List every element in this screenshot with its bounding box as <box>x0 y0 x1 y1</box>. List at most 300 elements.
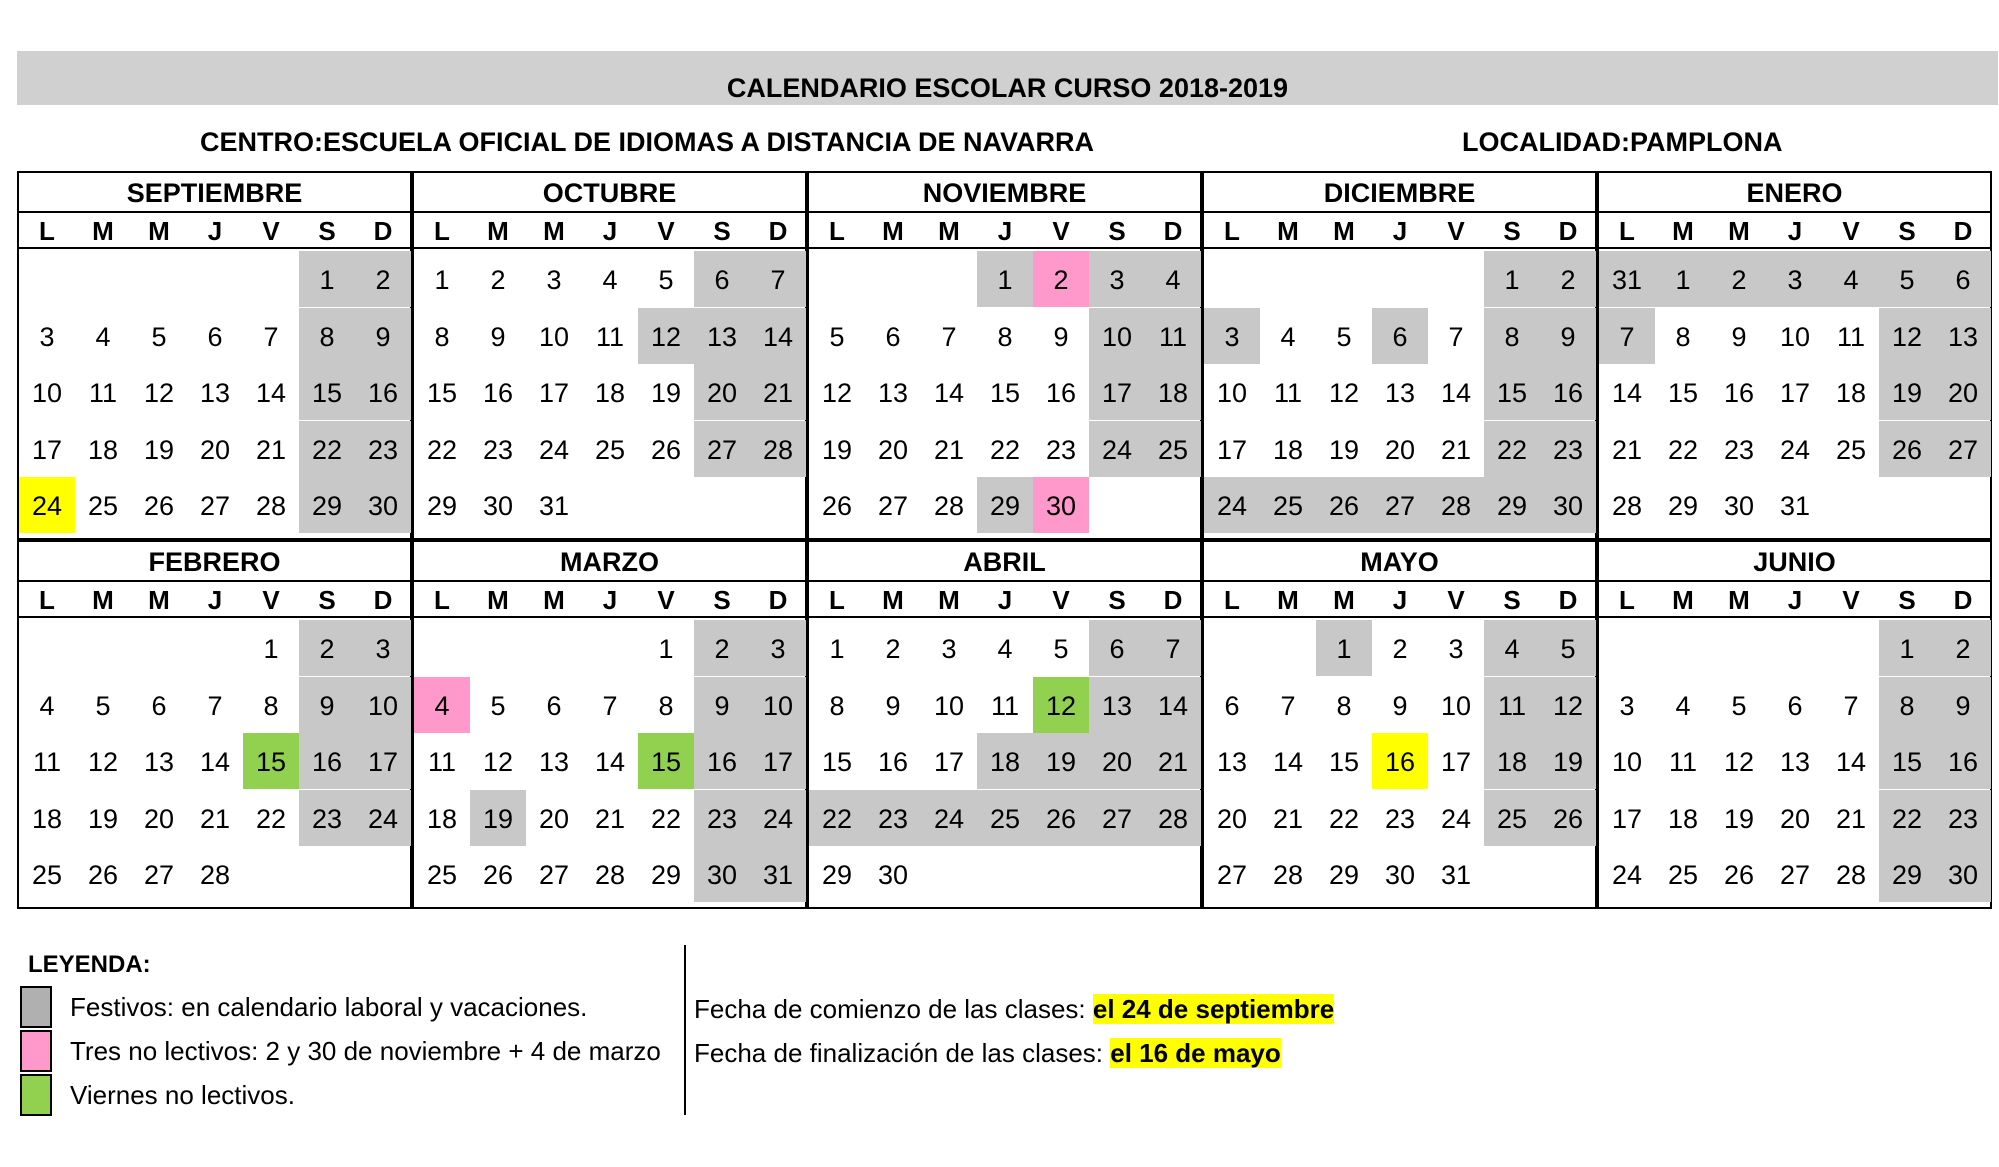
day-header: S <box>318 585 336 615</box>
day-cell: 14 <box>1611 378 1643 408</box>
day-cell: 28 <box>1145 790 1201 846</box>
day-cell: 28 <box>594 860 626 890</box>
day-cell <box>1204 620 1260 676</box>
day-cell: 21 <box>750 364 806 420</box>
day-cell: 26 <box>1316 477 1372 533</box>
day-cell <box>1879 477 1935 533</box>
day-header: J <box>1392 216 1408 246</box>
day-cell: 18 <box>594 378 626 408</box>
day-header: M <box>92 585 114 615</box>
day-cell: 20 <box>1216 803 1248 834</box>
day-cell: 25 <box>977 790 1033 846</box>
day-header: S <box>713 216 731 246</box>
day-cell: 4 <box>997 634 1013 664</box>
day-cell: 28 <box>1272 860 1304 890</box>
day-cell: 9 <box>1935 677 1991 733</box>
month-name: FEBRERO <box>148 547 281 577</box>
day-cell: 11 <box>88 378 118 408</box>
day-cell: 18 <box>977 733 1033 789</box>
day-header: M <box>148 585 170 615</box>
day-cell: 3 <box>39 321 55 352</box>
day-cell: 20 <box>1779 803 1811 834</box>
month-junio <box>1597 540 1992 909</box>
day-cell: 2 <box>1033 251 1089 307</box>
day-cell: 8 <box>299 308 355 364</box>
month-abril <box>807 540 1202 909</box>
day-cell: 17 <box>1779 378 1811 408</box>
day-cell: 21 <box>1440 434 1472 465</box>
day-header: M <box>938 585 960 615</box>
day-cell <box>1145 477 1201 533</box>
day-cell: 21 <box>1272 803 1304 834</box>
day-cell: 20 <box>1935 364 1991 420</box>
day-cell: 4 <box>1145 251 1201 307</box>
legend-title: LEYENDA: <box>28 951 151 978</box>
day-cell: 28 <box>750 421 806 477</box>
day-cell: 26 <box>821 491 853 521</box>
day-cell: 5 <box>1731 690 1747 721</box>
day-header: L <box>434 216 450 246</box>
day-cell: 6 <box>885 321 901 352</box>
day-cell: 12 <box>482 747 514 777</box>
day-cell: 29 <box>1328 860 1360 890</box>
day-cell <box>694 477 750 533</box>
day-cell: 23 <box>1045 434 1077 465</box>
day-cell: 8 <box>829 690 845 721</box>
day-cell: 14 <box>1835 747 1867 777</box>
day-cell <box>355 846 411 902</box>
day-header: D <box>1163 216 1183 246</box>
day-header: J <box>997 585 1013 615</box>
day-header: M <box>487 216 509 246</box>
day-cell: 1 <box>1484 251 1540 307</box>
day-cell: 24 <box>1204 477 1260 533</box>
day-cell: 24 <box>1440 803 1472 834</box>
day-header: D <box>768 585 788 615</box>
day-cell: 30 <box>1723 491 1755 521</box>
day-cell: 10 <box>1779 321 1811 352</box>
day-cell: 15 <box>243 733 299 789</box>
day-cell: 4 <box>1484 620 1540 676</box>
day-cell: 8 <box>1336 690 1352 721</box>
day-cell: 29 <box>299 477 355 533</box>
day-cell: 5 <box>151 321 167 352</box>
day-cell: 22 <box>255 803 287 834</box>
day-cell: 15 <box>1879 733 1935 789</box>
day-cell: 30 <box>694 846 750 902</box>
day-cell: 9 <box>1540 308 1596 364</box>
day-header: V <box>1052 585 1070 615</box>
day-cell: 26 <box>482 860 514 890</box>
day-cell <box>809 251 865 307</box>
day-header: J <box>1392 585 1408 615</box>
day-header: J <box>1787 585 1803 615</box>
day-header: V <box>1447 585 1465 615</box>
day-header: L <box>1224 216 1240 246</box>
day-cell <box>1711 620 1767 676</box>
day-cell: 26 <box>650 434 682 465</box>
day-header: L <box>39 216 55 246</box>
day-cell <box>1823 620 1879 676</box>
day-cell: 3 <box>750 620 806 676</box>
day-cell: 2 <box>694 620 750 676</box>
month-name: JUNIO <box>1753 547 1836 577</box>
day-cell: 16 <box>1045 378 1077 408</box>
day-cell <box>750 477 806 533</box>
day-header: L <box>829 216 845 246</box>
end-date-label: Fecha de finalización de las clases: <box>694 1038 1111 1068</box>
day-header: S <box>713 585 731 615</box>
day-header: D <box>1163 585 1183 615</box>
day-cell: 30 <box>1033 477 1089 533</box>
day-cell: 13 <box>1935 308 1991 364</box>
day-cell <box>187 620 243 676</box>
day-cell: 8 <box>997 321 1013 352</box>
day-cell: 30 <box>1935 846 1991 902</box>
day-cell <box>1260 251 1316 307</box>
day-cell: 22 <box>299 421 355 477</box>
day-header: D <box>373 216 393 246</box>
day-cell: 23 <box>355 421 411 477</box>
day-cell: 5 <box>829 321 845 352</box>
day-cell: 31 <box>1440 860 1472 890</box>
day-cell: 30 <box>1540 477 1596 533</box>
start-date-label: Fecha de comienzo de las clases: <box>694 994 1093 1024</box>
day-cell: 25 <box>1667 860 1699 890</box>
day-cell: 16 <box>1935 733 1991 789</box>
day-cell: 15 <box>299 364 355 420</box>
day-cell <box>75 620 131 676</box>
day-header: V <box>1842 216 1860 246</box>
day-cell: 2 <box>299 620 355 676</box>
day-cell: 30 <box>1384 860 1416 890</box>
day-cell <box>1372 251 1428 307</box>
day-cell: 1 <box>263 634 279 664</box>
day-header: M <box>1333 585 1355 615</box>
day-cell <box>75 251 131 307</box>
day-header-row <box>1599 211 1990 249</box>
day-cell: 17 <box>933 747 965 777</box>
day-cell: 27 <box>1216 860 1248 890</box>
month-name: ABRIL <box>963 547 1046 577</box>
month-mayo <box>1202 540 1597 909</box>
day-cell: 28 <box>1428 477 1484 533</box>
day-cell: 16 <box>482 378 514 408</box>
month-diciembre <box>1202 171 1597 540</box>
day-cell <box>1599 620 1655 676</box>
day-cell: 5 <box>1540 620 1596 676</box>
day-cell: 2 <box>885 634 901 664</box>
day-cell: 18 <box>1835 378 1867 408</box>
day-cell: 5 <box>490 690 506 721</box>
day-header-row <box>1204 211 1595 249</box>
day-cell: 4 <box>95 321 111 352</box>
day-header: S <box>1108 585 1126 615</box>
day-cell: 27 <box>143 860 175 890</box>
day-cell: 7 <box>207 690 223 721</box>
day-cell: 3 <box>1089 251 1145 307</box>
day-cell <box>1260 620 1316 676</box>
day-cell: 16 <box>355 364 411 420</box>
month-name: ENERO <box>1746 178 1843 208</box>
day-header: J <box>207 585 223 615</box>
day-cell <box>1655 620 1711 676</box>
legend-swatch-festivos <box>20 986 52 1028</box>
day-header: V <box>657 585 675 615</box>
day-cell: 11 <box>1484 677 1540 733</box>
start-date-info <box>694 988 1334 1030</box>
day-header: M <box>938 216 960 246</box>
day-cell <box>131 251 187 307</box>
day-cell: 22 <box>1667 434 1699 465</box>
day-cell: 27 <box>1779 860 1811 890</box>
day-header-row <box>809 211 1200 249</box>
day-header: M <box>1333 216 1355 246</box>
day-cell: 23 <box>482 434 514 465</box>
day-header: D <box>373 585 393 615</box>
day-header: J <box>602 216 618 246</box>
day-cell: 17 <box>750 733 806 789</box>
day-cell <box>921 846 977 902</box>
day-cell: 19 <box>1540 733 1596 789</box>
day-cell <box>1033 846 1089 902</box>
day-cell: 23 <box>694 790 750 846</box>
day-cell: 11 <box>1836 321 1866 352</box>
day-cell <box>526 620 582 676</box>
day-header: L <box>1619 585 1635 615</box>
day-cell: 21 <box>1611 434 1643 465</box>
day-cell <box>977 846 1033 902</box>
day-cell <box>299 846 355 902</box>
day-header: L <box>39 585 55 615</box>
day-cell: 1 <box>658 634 674 664</box>
day-cell: 22 <box>650 803 682 834</box>
day-cell: 12 <box>638 308 694 364</box>
day-cell: 7 <box>1599 308 1655 364</box>
day-cell <box>1935 477 1991 533</box>
day-cell: 2 <box>1935 620 1991 676</box>
day-header: M <box>1277 585 1299 615</box>
day-header-row <box>414 211 805 249</box>
day-cell <box>470 620 526 676</box>
day-cell <box>638 477 694 533</box>
day-cell: 26 <box>143 491 175 521</box>
day-cell: 28 <box>199 860 231 890</box>
day-cell: 8 <box>263 690 279 721</box>
day-cell: 25 <box>31 860 63 890</box>
day-cell: 6 <box>207 321 223 352</box>
day-cell: 19 <box>821 434 853 465</box>
day-cell: 4 <box>414 677 470 733</box>
day-cell: 14 <box>199 747 231 777</box>
day-cell: 24 <box>750 790 806 846</box>
day-cell: 18 <box>31 803 63 834</box>
day-cell: 28 <box>1611 491 1643 521</box>
day-cell: 26 <box>1879 421 1935 477</box>
day-cell: 1 <box>434 265 450 295</box>
month-enero <box>1597 171 1992 540</box>
day-cell: 6 <box>546 690 562 721</box>
day-cell: 20 <box>694 364 750 420</box>
day-cell: 27 <box>199 491 231 521</box>
month-name: NOVIEMBRE <box>922 178 1087 208</box>
day-cell: 22 <box>809 790 865 846</box>
day-cell: 20 <box>1384 434 1416 465</box>
day-cell: 13 <box>538 747 570 777</box>
day-cell: 13 <box>877 378 909 408</box>
day-cell: 8 <box>1484 308 1540 364</box>
day-cell: 19 <box>87 803 119 834</box>
day-cell: 15 <box>989 378 1021 408</box>
legend-text-no-lectivos: Tres no lectivos: 2 y 30 de noviembre + 4 de marzo <box>70 1036 661 1066</box>
day-cell: 26 <box>1723 860 1755 890</box>
day-cell: 29 <box>426 491 458 521</box>
day-header: V <box>262 216 280 246</box>
localidad-label: LOCALIDAD:PAMPLONA <box>1462 127 1783 157</box>
centro-label: CENTRO:ESCUELA OFICIAL DE IDIOMAS A DISTANCIA DE NAVARRA <box>200 127 1095 157</box>
day-cell: 11 <box>1668 747 1698 777</box>
day-cell: 9 <box>694 677 750 733</box>
day-cell <box>1204 251 1260 307</box>
day-cell: 11 <box>32 747 62 777</box>
day-cell: 5 <box>658 265 674 295</box>
day-cell: 19 <box>470 790 526 846</box>
day-cell: 3 <box>1204 308 1260 364</box>
day-header: J <box>997 216 1013 246</box>
day-cell: 31 <box>750 846 806 902</box>
day-cell: 20 <box>199 434 231 465</box>
day-cell: 14 <box>1272 747 1304 777</box>
day-cell: 26 <box>1540 790 1596 846</box>
month-noviembre <box>807 171 1202 540</box>
day-header: M <box>1672 216 1694 246</box>
day-header: M <box>1728 585 1750 615</box>
day-cell: 30 <box>482 491 514 521</box>
day-cell: 7 <box>1145 620 1201 676</box>
day-cell <box>1089 846 1145 902</box>
day-cell <box>921 251 977 307</box>
day-header: M <box>882 585 904 615</box>
day-cell: 23 <box>1935 790 1991 846</box>
day-cell: 17 <box>31 434 63 465</box>
day-cell: 27 <box>1089 790 1145 846</box>
day-header: D <box>1558 585 1578 615</box>
day-header: J <box>602 585 618 615</box>
day-cell: 4 <box>1280 321 1296 352</box>
day-cell: 10 <box>933 690 965 721</box>
day-header-row <box>19 211 410 249</box>
day-cell: 18 <box>87 434 119 465</box>
day-cell: 13 <box>143 747 175 777</box>
day-cell: 7 <box>263 321 279 352</box>
day-cell: 1 <box>1316 620 1372 676</box>
page-title: CALENDARIO ESCOLAR CURSO 2018-2019 <box>726 73 1289 103</box>
day-cell: 16 <box>299 733 355 789</box>
day-cell: 12 <box>1540 677 1596 733</box>
day-cell: 11 <box>1273 378 1303 408</box>
day-cell: 8 <box>434 321 450 352</box>
month-name: SEPTIEMBRE <box>126 178 303 208</box>
day-header-row <box>1204 580 1595 618</box>
day-cell: 25 <box>1484 790 1540 846</box>
day-cell: 16 <box>694 733 750 789</box>
day-cell: 6 <box>1372 308 1428 364</box>
day-cell: 22 <box>989 434 1021 465</box>
day-cell: 13 <box>1216 747 1248 777</box>
day-cell: 26 <box>1033 790 1089 846</box>
day-cell: 9 <box>1392 690 1408 721</box>
day-cell: 7 <box>1843 690 1859 721</box>
day-cell <box>414 620 470 676</box>
day-cell: 22 <box>1879 790 1935 846</box>
day-cell: 12 <box>1879 308 1935 364</box>
day-cell: 1 <box>299 251 355 307</box>
day-cell: 13 <box>1384 378 1416 408</box>
day-cell: 10 <box>1089 308 1145 364</box>
day-cell: 16 <box>1723 378 1755 408</box>
day-cell: 3 <box>355 620 411 676</box>
day-cell: 7 <box>1448 321 1464 352</box>
day-cell: 21 <box>1835 803 1867 834</box>
day-cell: 3 <box>1767 251 1823 307</box>
day-cell: 12 <box>1723 747 1755 777</box>
day-cell: 21 <box>933 434 965 465</box>
day-cell: 31 <box>1599 251 1655 307</box>
day-cell: 29 <box>1484 477 1540 533</box>
day-cell: 18 <box>1667 803 1699 834</box>
day-cell <box>1428 251 1484 307</box>
day-cell: 6 <box>1787 690 1803 721</box>
day-cell: 15 <box>638 733 694 789</box>
day-cell: 25 <box>1145 421 1201 477</box>
month-octubre <box>412 171 807 540</box>
legend-text-viernes: Viernes no lectivos. <box>70 1080 295 1110</box>
day-cell: 25 <box>1260 477 1316 533</box>
day-cell <box>1316 251 1372 307</box>
day-cell <box>19 620 75 676</box>
day-cell: 9 <box>355 308 411 364</box>
day-cell: 17 <box>1611 803 1643 834</box>
day-header: V <box>1842 585 1860 615</box>
day-header: M <box>543 216 565 246</box>
month-marzo <box>412 540 807 909</box>
day-header-row <box>809 580 1200 618</box>
day-cell: 4 <box>602 265 618 295</box>
day-cell: 27 <box>877 491 909 521</box>
day-cell: 22 <box>426 434 458 465</box>
day-cell: 9 <box>1731 321 1747 352</box>
day-cell: 17 <box>1440 747 1472 777</box>
day-cell: 23 <box>299 790 355 846</box>
day-cell: 5 <box>1053 634 1069 664</box>
day-cell: 11 <box>427 747 457 777</box>
day-cell: 3 <box>546 265 562 295</box>
day-cell: 4 <box>39 690 55 721</box>
day-cell: 4 <box>1675 690 1691 721</box>
day-header: J <box>1787 216 1803 246</box>
day-cell: 8 <box>1675 321 1691 352</box>
day-cell: 2 <box>1392 634 1408 664</box>
day-cell: 18 <box>1145 364 1201 420</box>
day-cell: 31 <box>538 491 570 521</box>
day-cell: 9 <box>299 677 355 733</box>
month-febrero <box>17 540 412 909</box>
day-header: S <box>1898 585 1916 615</box>
day-cell: 20 <box>877 434 909 465</box>
day-header: M <box>543 585 565 615</box>
day-cell: 1 <box>1655 251 1711 307</box>
day-header: S <box>1898 216 1916 246</box>
